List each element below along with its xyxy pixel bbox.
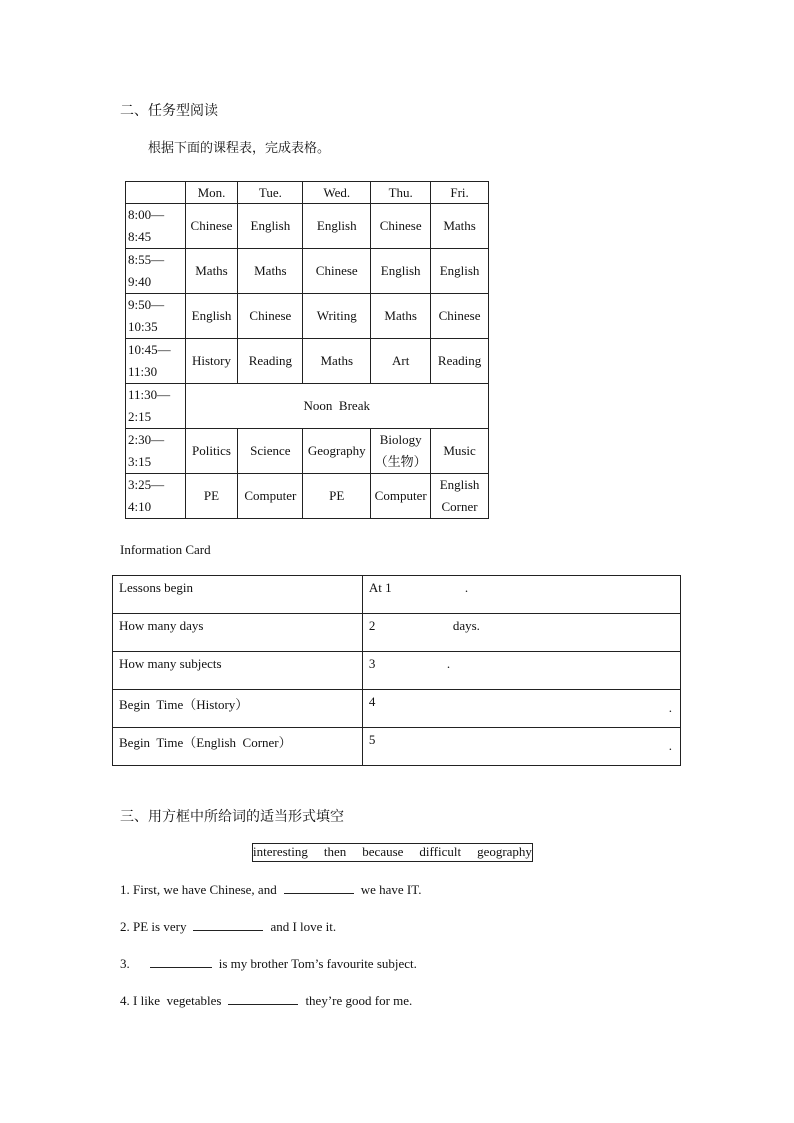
info-label: How many subjects [113,652,363,690]
subject-cell [371,249,431,294]
info-answer-tail: . [464,580,469,595]
schedule-table [125,181,489,519]
subject-cell [303,249,371,294]
subject-line: Geography [307,443,366,458]
time-line: 8:55— [128,252,165,267]
subject-cell [238,294,303,339]
noon-break-cell: Noon Break [185,384,488,429]
subject-line: English [250,218,291,233]
subject-cell [303,339,371,384]
subject-cell [431,429,489,474]
time-slot [126,429,186,474]
info-row [113,690,681,728]
info-card-title: Information Card [120,542,211,557]
subject-line: PE [203,488,220,503]
subject-line: English [439,477,480,492]
time-line: 10:45— [128,342,171,357]
time-slot [126,474,186,519]
subject-cell [371,204,431,249]
subject-cell [431,294,489,339]
schedule-day-header: Fri. [431,182,489,204]
info-answer-cell[interactable] [362,576,680,614]
time-line: 3:15 [128,454,152,469]
subject-line: Computer [374,488,427,503]
subject-cell [185,249,238,294]
subject-line: Chinese [249,308,292,323]
item-text-before: 1. First, we have Chinese, and [120,882,277,897]
subject-line: Biology [379,432,422,447]
subject-line: Chinese [438,308,481,323]
word-option: geography [477,844,532,859]
info-label: How many days [113,614,363,652]
answer-blank[interactable] [150,955,212,968]
subject-cell [185,429,238,474]
info-row [113,652,681,690]
time-slot [126,249,186,294]
subject-line: English [380,263,421,278]
subject-line: （生物） [374,454,427,469]
time-line: 11:30— [128,387,171,402]
word-option: difficult [419,844,462,859]
schedule-day-header: Thu. [371,182,431,204]
schedule-row [126,249,489,294]
subject-cell [185,339,238,384]
schedule-day-header: Tue. [238,182,303,204]
subject-line: Writing [316,308,357,323]
time-line: 8:45 [128,229,152,244]
time-slot [126,384,186,429]
schedule-row [126,339,489,384]
subject-cell [303,474,371,519]
subject-line: Politics [191,443,231,458]
subject-line: Chinese [379,218,422,233]
time-slot [126,204,186,249]
word-option: interesting [253,844,308,859]
time-line: 9:40 [128,274,152,289]
info-card-table [112,575,681,766]
time-line: 10:35 [128,319,158,334]
subject-cell [238,339,303,384]
subject-line: Science [250,443,291,458]
subject-line: Chinese [190,218,233,233]
schedule-row [126,474,489,519]
subject-cell [303,429,371,474]
time-line: 4:10 [128,499,152,514]
time-line: 11:30 [128,364,158,379]
info-answer-cell[interactable] [362,652,680,690]
time-line: 8:00— [128,207,165,222]
subject-line: English [316,218,357,233]
section-3-title: 三、用方框中所给词的适当形式填空 [120,809,344,825]
info-answer-cell[interactable] [362,728,680,766]
info-row [113,576,681,614]
answer-blank[interactable] [284,881,354,894]
info-answer-number: 3 [368,656,376,671]
subject-cell [303,204,371,249]
info-answer-number: At 1 [368,580,392,595]
subject-line: Chinese [315,263,358,278]
item-text-before: 3. [120,956,130,971]
subject-cell [431,339,489,384]
time-slot [126,339,186,384]
info-answer-number: 2 [368,618,376,633]
info-row [113,728,681,766]
subject-cell [185,204,238,249]
item-text-before: 2. PE is very [120,919,187,934]
schedule-header-row [126,182,489,204]
schedule-row [126,384,489,429]
subject-cell [303,294,371,339]
subject-line: English [191,308,232,323]
word-box [252,843,533,862]
subject-cell [431,204,489,249]
time-line: 9:50— [128,297,165,312]
subject-cell [371,294,431,339]
subject-line: Maths [254,263,287,278]
fill-in-item [120,955,417,972]
time-line: 3:25— [128,477,165,492]
schedule-corner-cell [126,182,186,204]
info-answer-cell[interactable] [362,690,680,728]
subject-cell [238,249,303,294]
subject-line: PE [329,488,345,503]
time-slot [126,294,186,339]
subject-line: Music [443,443,476,458]
item-text-after: is my brother Tom’s favourite subject. [218,956,417,971]
word-option: because [362,844,404,859]
info-answer-cell[interactable] [362,614,680,652]
fill-in-item [120,881,421,898]
subject-cell [371,429,431,474]
subject-cell [185,294,238,339]
subject-line: Reading [437,353,482,368]
answer-blank[interactable] [193,918,263,931]
info-answer-tail: . [668,738,672,753]
subject-cell [238,429,303,474]
subject-cell [238,474,303,519]
subject-line: Maths [195,263,228,278]
subject-line: Corner [441,499,478,514]
schedule-day-header: Wed. [303,182,371,204]
subject-line: Maths [320,353,353,368]
item-text-after: and I love it. [270,919,337,934]
fill-in-item [120,918,336,935]
schedule-day-header: Mon. [185,182,238,204]
info-label: Begin Time（History） [113,690,363,728]
info-answer-number: 4 [368,694,376,709]
subject-cell [185,474,238,519]
subject-cell [238,204,303,249]
info-label: Begin Time（English Corner） [113,728,363,766]
subject-line: Computer [244,488,297,503]
schedule-row [126,204,489,249]
item-text-after: we have IT. [360,882,422,897]
subject-line: Maths [384,308,417,323]
info-answer-number: 5 [368,732,376,747]
item-text-before: 4. I like vegetables [120,993,222,1008]
subject-line: Art [392,353,410,368]
subject-line: English [439,263,480,278]
word-option: then [323,844,347,859]
subject-cell [371,474,431,519]
info-label: Lessons begin [113,576,363,614]
subject-cell [371,339,431,384]
section-2-title: 二、任务型阅读 [120,103,218,119]
info-answer-tail: . [668,700,672,715]
schedule-row [126,294,489,339]
section-2-instruction: 根据下面的课程表，完成表格。 [148,141,331,156]
subject-line: Maths [443,218,476,233]
item-text-after: they’re good for me. [305,993,413,1008]
time-line: 2:15 [128,409,152,424]
info-answer-tail: days. [452,618,480,633]
subject-line: Reading [248,353,293,368]
subject-cell [431,474,489,519]
subject-cell [431,249,489,294]
info-row [113,614,681,652]
schedule-row [126,429,489,474]
subject-line: History [191,353,231,368]
fill-in-item [120,992,412,1009]
time-line: 2:30— [128,432,165,447]
answer-blank[interactable] [228,992,298,1005]
info-answer-tail: . [446,656,451,671]
